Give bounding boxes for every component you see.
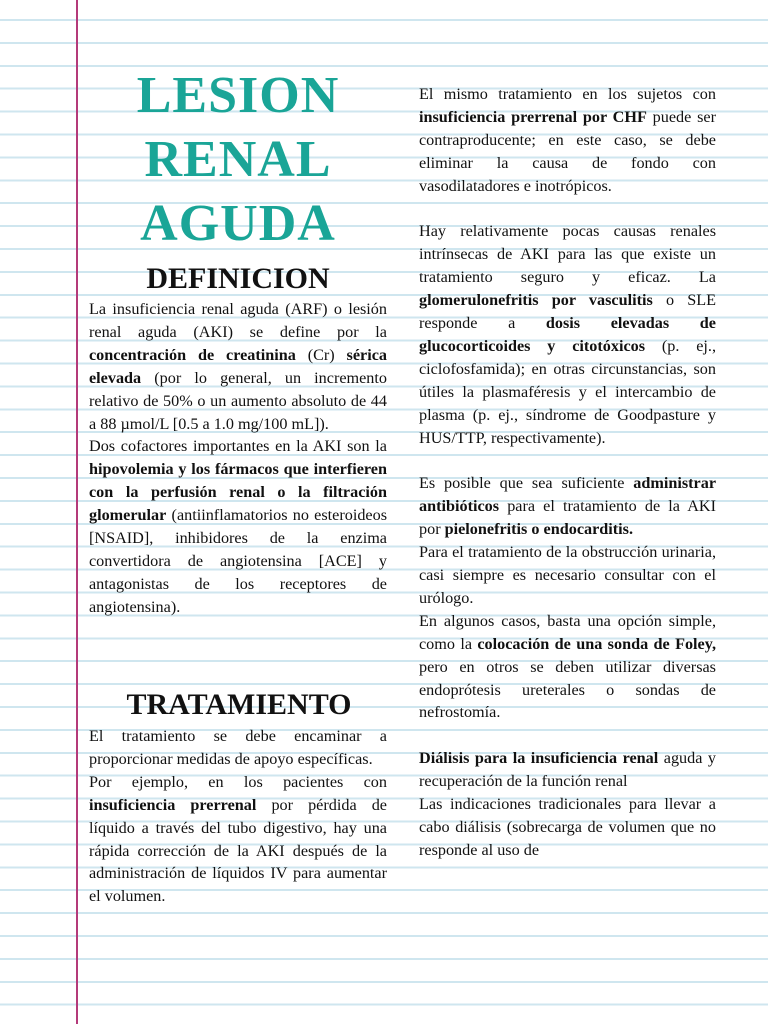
treatment-intro-paragraph: El tratamiento se debe encaminar a proporcionar medidas de apoyo específicas. xyxy=(89,727,387,768)
antibiotics-paragraph: Es posible que sea suficiente administrar antibióticos para el tratamiento de la AKI por pielonefritis o endocarditis. xyxy=(419,474,716,539)
notebook-margin-line xyxy=(76,0,78,1024)
definition-paragraph: La insuficiencia renal aguda (ARF) o lesión renal aguda (AKI) se define por la concentración de creatinina (Cr) sérica elevada (por lo general, un incremento relativo de 50% o un aumento absoluto de 44 a 88 µmol/L [0.5 a 1.0 mg/100 mL]). xyxy=(89,300,387,433)
section-title-tratamiento: TRATAMIENTO xyxy=(126,688,352,721)
dialysis-heading-paragraph: Diálisis para la insuficiencia renal aguda y recuperación de la función renal xyxy=(419,749,716,791)
page-title: LESION RENAL AGUDA xyxy=(136,67,340,252)
treatment-column xyxy=(89,725,387,908)
left-column xyxy=(89,298,387,619)
intrinsic-causes-paragraph: Hay relativamente pocas causas renales intrínsecas de AKI para las que existe un tratamiento seguro y eficaz. La glomerulonefritis por vasculitis o SLE responde a dosis elevadas de glucocorticoides y citotóxicos (p. ej., ciclofosfamida); en otras circunstancias, son útiles la plasmaféresis y el intercambio de plasma (p. ej., síndrome de Goodpasture y HUS/TTP, respectivamente). xyxy=(419,222,716,447)
chf-paragraph: El mismo tratamiento en los sujetos con insuficiencia prerrenal por CHF puede ser contraproducente; en este caso, se debe eliminar la causa de fondo con vasodilatadores e inotrópicos. xyxy=(419,85,716,195)
dialysis-indications-paragraph: Las indicaciones tradicionales para llevar a cabo diálisis (sobrecarga de volumen que no responde al uso de xyxy=(419,795,716,859)
cofactors-paragraph: Dos cofactores importantes en la AKI son la hipovolemia y los fármacos que interfieren con la perfusión renal o la filtración glomerular (antiinflamatorios no esteroideos [NSAID], inhibidores de la enzima convertidora de angiotensina [ACE] y antagonistas de los receptores de angiotensina). xyxy=(89,437,387,616)
treatment-example-paragraph: Por ejemplo, en los pacientes con insuficiencia prerrenal por pérdida de líquido a través del tubo digestivo, hay una rápida corrección de la AKI después de la administración de líquidos IV para aumentar el volumen. xyxy=(89,772,387,906)
foley-paragraph: En algunos casos, basta una opción simple, como la colocación de una sonda de Foley, pero en otros se deben utilizar diversas endoprótesis ureterales o sondas de nefrostomía. xyxy=(419,611,716,722)
right-column xyxy=(419,83,716,862)
obstruction-paragraph: Para el tratamiento de la obstrucción urinaria, casi siempre es necesario consultar con el urólogo. xyxy=(419,543,716,607)
section-title-definicion: DEFINICION xyxy=(146,262,330,295)
